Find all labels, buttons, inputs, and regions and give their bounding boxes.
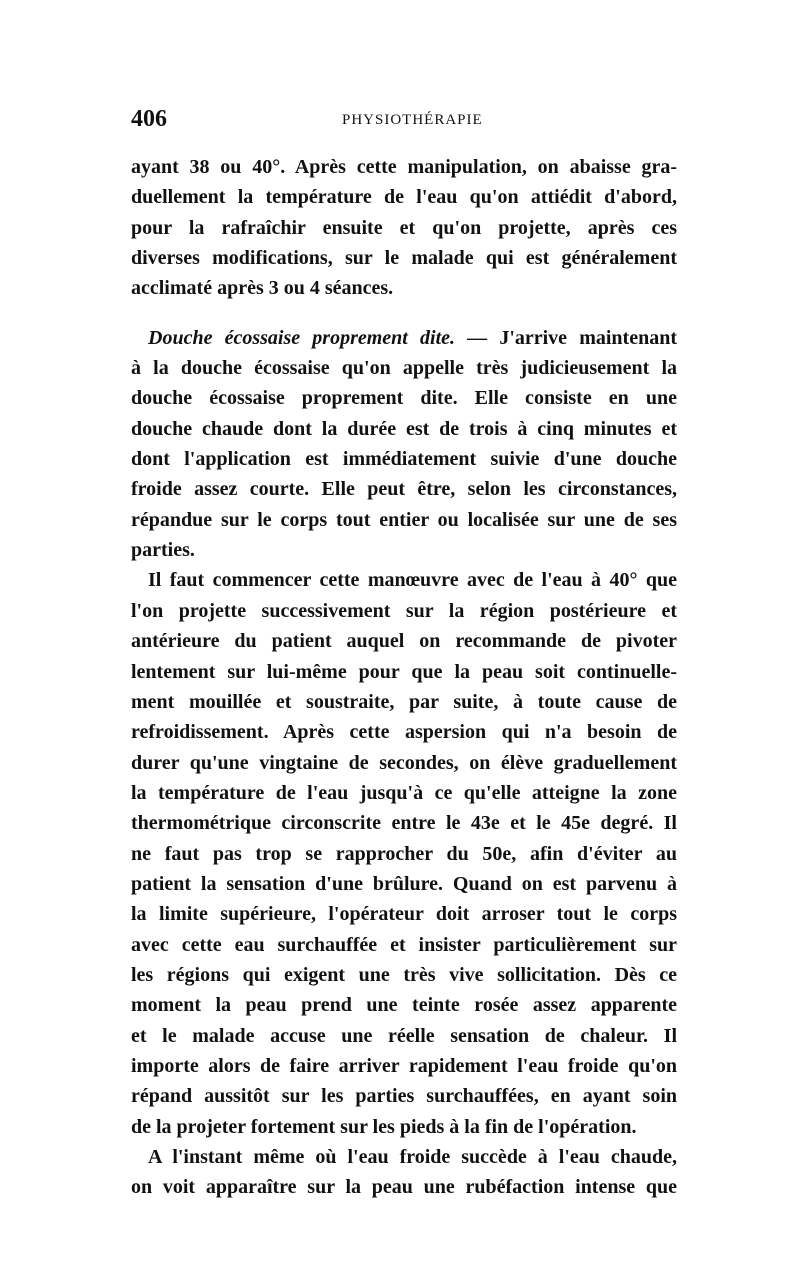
text-line: thermométrique circonscrite entre le 43e et le 45e degré. Il — [131, 812, 677, 835]
text-line: A l'instant même où l'eau froide succède à l'eau chaude, — [148, 1146, 677, 1168]
text-line: ment mouillée et soustraite, par suite, à toute cause de — [131, 690, 677, 713]
text-line: avec cette eau surchauffée et insister particulièrement sur — [131, 933, 677, 956]
text-line: et le malade accuse une réelle sensation de chaleur. Il — [131, 1024, 677, 1047]
section-heading-line — [131, 323, 677, 353]
section-heading: Douche écossaise proprement dite. — [148, 326, 455, 349]
text-line: pour la rafraîchir ensuite et qu'on projette, après ces — [131, 216, 677, 239]
running-head: PHYSIOTHÉRAPIE — [342, 112, 483, 128]
text-line: la limite supérieure, l'opérateur doit arroser tout le corps — [131, 903, 677, 926]
text-line: ne faut pas trop se rapprocher du 50e, afin d'éviter au — [131, 842, 677, 865]
text-line: diverses modifications, sur le malade qui est généralement — [131, 247, 677, 270]
text-fragment: — J'arrive maintenant — [455, 326, 677, 349]
text-line: l'on projette successivement sur la région postérieure et — [131, 599, 677, 622]
text-line: répandue sur le corps tout entier ou localisée sur une de ses — [131, 508, 677, 531]
text-line: ayant 38 ou 40°. Après cette manipulation, on abaisse gra- — [131, 156, 677, 178]
text-line: à la douche écossaise qu'on appelle très judicieusement la — [131, 357, 677, 380]
text-line: les régions qui exigent une très vive sollicitation. Dès ce — [131, 963, 677, 986]
text-line: importe alors de faire arriver rapidement l'eau froide qu'on — [131, 1054, 677, 1077]
page-number: 406 — [131, 106, 167, 132]
text-line: répand aussitôt sur les parties surchauffées, en ayant soin — [131, 1085, 677, 1108]
text-line: dont l'application est immédiatement suivie d'une douche — [131, 448, 677, 471]
text-line: lentement sur lui-même pour que la peau soit continuelle- — [131, 660, 677, 683]
text-line: de la projeter fortement sur les pieds à la fin de l'opération. — [131, 1115, 637, 1138]
text-line: refroidissement. Après cette aspersion qui n'a besoin de — [131, 721, 677, 744]
text-line: patient la sensation d'une brûlure. Quand on est parvenu à — [131, 872, 677, 895]
text-line: Il faut commencer cette manœuvre avec de l'eau à 40° que — [148, 569, 677, 592]
text-line: froide assez courte. Elle peut être, selon les circonstances, — [131, 478, 677, 501]
text-line: parties. — [131, 539, 195, 562]
page-header — [131, 106, 677, 136]
body-text — [131, 152, 677, 1203]
text-line: duellement la température de l'eau qu'on attiédit d'abord, — [131, 186, 677, 209]
text-line: acclimaté après 3 ou 4 séances. — [131, 277, 394, 300]
text-line: durer qu'une vingtaine de secondes, on élève graduellement — [131, 751, 677, 774]
text-line: antérieure du patient auquel on recommande de pivoter — [131, 630, 677, 653]
text-line: douche chaude dont la durée est de trois à cinq minutes et — [131, 417, 677, 440]
text-line: moment la peau prend une teinte rosée assez apparente — [131, 994, 677, 1017]
text-line: douche écossaise proprement dite. Elle consiste en une — [131, 387, 677, 410]
text-line: la température de l'eau jusqu'à ce qu'elle atteigne la zone — [131, 781, 677, 804]
text-line: on voit apparaître sur la peau une rubéfaction intense que — [131, 1176, 677, 1199]
